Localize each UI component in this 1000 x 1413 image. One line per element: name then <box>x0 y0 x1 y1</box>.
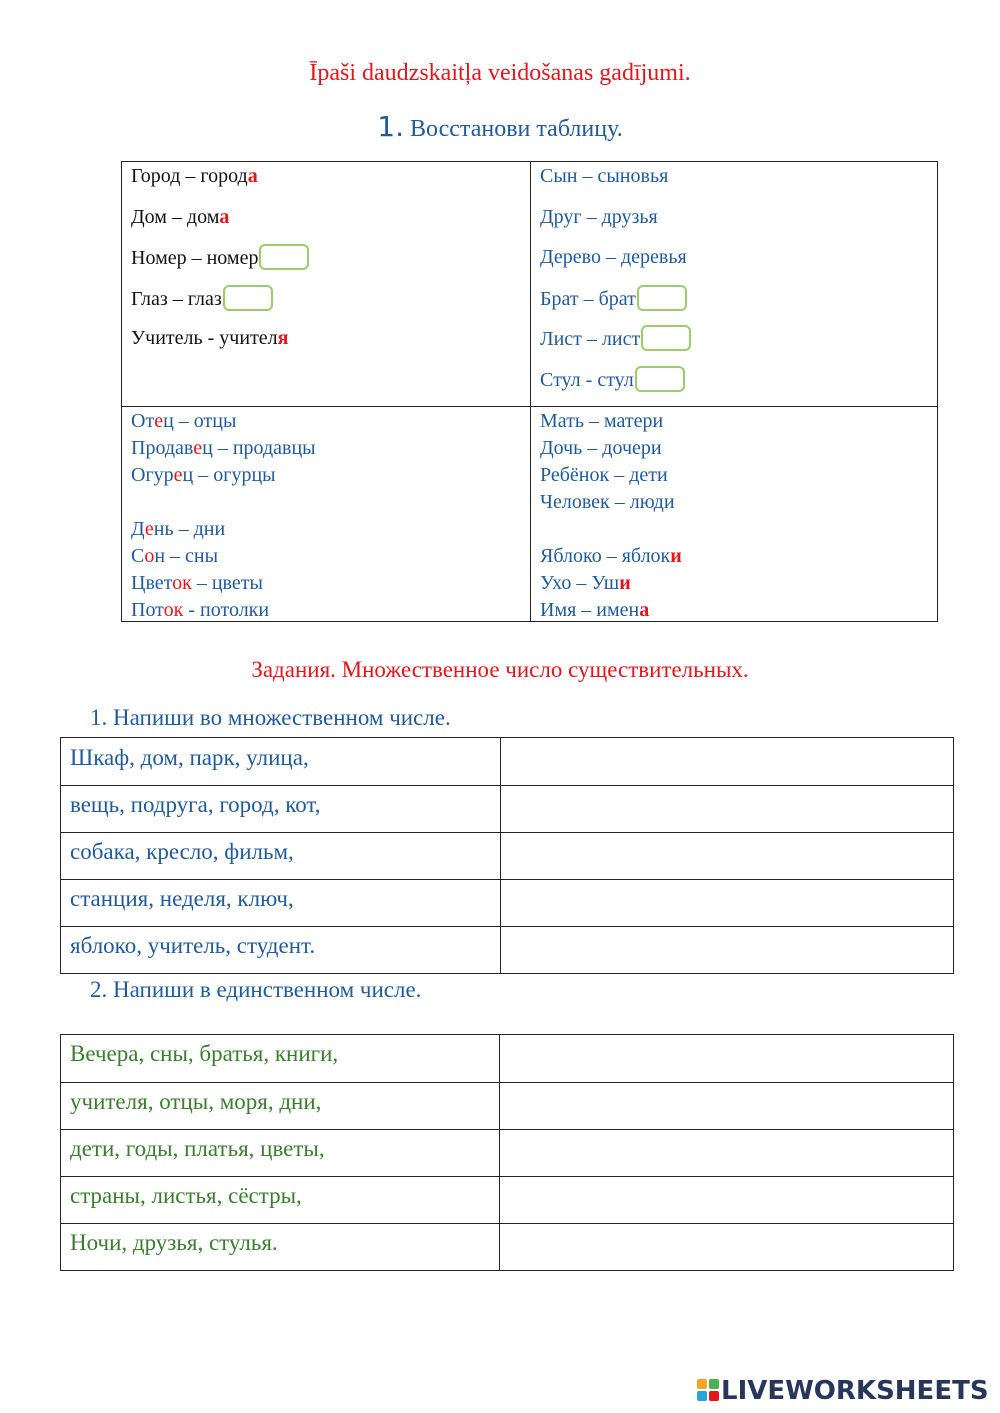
table-entry: День – дни <box>131 518 226 540</box>
table-row <box>61 738 953 785</box>
table-row <box>61 832 953 879</box>
prompt-cell: дети, годы, платья, цветы, <box>70 1136 325 1161</box>
tasks-title: Задания. Множественное число существительных. <box>251 657 749 682</box>
table-divider <box>122 406 937 407</box>
answer-field[interactable] <box>499 1035 953 1082</box>
task-instruction-text: Напиши в единственном числе. <box>113 977 422 1002</box>
prompt-cell: Вечера, сны, братья, книги, <box>70 1041 339 1066</box>
table-entry: Город – города <box>131 165 258 187</box>
prompt-cell: вещь, подруга, город, кот, <box>70 792 321 817</box>
prompt-cell: яблоко, учитель, студент. <box>70 933 316 958</box>
answer-field[interactable] <box>499 1130 953 1176</box>
logo-text: LIVEWORKSHEETS <box>721 1376 989 1406</box>
prompt-cell: Ночи, друзья, стулья. <box>70 1230 278 1255</box>
table-row <box>61 785 953 832</box>
liveworksheets-logo <box>697 1376 989 1406</box>
exercise-heading <box>0 110 1000 143</box>
table-entry: Человек – люди <box>540 491 675 513</box>
table-row <box>61 1082 953 1129</box>
answer-field[interactable] <box>500 738 953 785</box>
task-number: 1. <box>90 705 108 730</box>
exercise-heading-text: Восстанови таблицу. <box>410 116 623 142</box>
table-row <box>61 1129 953 1176</box>
table-entry: Дочь – дочери <box>540 437 662 459</box>
prompt-cell: страны, листья, сёстры, <box>70 1183 302 1208</box>
table-entry: Продавец – продавцы <box>131 437 316 459</box>
table-entry: Дерево – деревья <box>540 246 687 268</box>
table-entry: Ребёнок – дети <box>540 464 668 486</box>
table-row <box>61 879 953 926</box>
answer-input[interactable] <box>637 285 687 311</box>
table-entry: Дом – дома <box>131 206 230 228</box>
logo-mark-icon <box>697 1379 719 1401</box>
prompt-cell: станция, неделя, ключ, <box>70 886 294 911</box>
page-title: Īpaši daudzskaitļa veidošanas gadījumi. <box>309 60 691 86</box>
table-entry: Ухо – Уши <box>540 572 631 594</box>
prompt-cell: собака, кресло, фильм, <box>70 839 294 864</box>
task-number: 2. <box>90 977 108 1002</box>
answer-field[interactable] <box>500 927 953 973</box>
answer-input[interactable] <box>641 325 691 351</box>
exercise-number: 1. <box>377 110 405 143</box>
table-entry: Учитель - учителя <box>131 327 289 349</box>
answer-field[interactable] <box>499 1177 953 1223</box>
table-entry: Имя – имена <box>540 599 650 621</box>
table-entry: Мать – матери <box>540 410 664 432</box>
table-entry: Поток - потолки <box>131 599 270 621</box>
table-entry: Брат – брат <box>540 285 687 312</box>
table-row <box>61 1035 953 1082</box>
answer-input[interactable] <box>635 366 685 392</box>
table-entry: Яблоко – яблоки <box>540 545 682 567</box>
task1-table <box>60 737 954 974</box>
task1-instruction <box>90 705 451 731</box>
table-entry: Цветок – цветы <box>131 572 263 594</box>
table-row <box>61 926 953 973</box>
table-entry: Номер – номер <box>131 244 309 271</box>
answer-field[interactable] <box>499 1224 953 1270</box>
task2-instruction <box>90 977 421 1003</box>
prompt-cell: Шкаф, дом, парк, улица, <box>70 745 309 770</box>
answer-field[interactable] <box>499 1083 953 1129</box>
task-instruction-text: Напиши во множественном числе. <box>113 705 451 730</box>
table-entry: Огурец – огурцы <box>131 464 276 486</box>
table-row <box>61 1176 953 1223</box>
answer-field[interactable] <box>500 880 953 926</box>
table-entry: Друг – друзья <box>540 206 658 228</box>
table-entry: Сын – сыновья <box>540 165 669 187</box>
answer-input[interactable] <box>223 285 273 311</box>
table-row <box>61 1223 953 1270</box>
task2-table <box>60 1034 954 1271</box>
table-divider <box>530 162 531 621</box>
prompt-cell: учителя, отцы, моря, дни, <box>70 1089 322 1114</box>
table-entry: Глаз – глаз <box>131 285 273 312</box>
table-entry: Отец – отцы <box>131 410 237 432</box>
table-entry: Стул - стул <box>540 366 685 393</box>
table-entry: Лист – лист <box>540 325 691 352</box>
answer-field[interactable] <box>500 786 953 832</box>
restore-table <box>121 161 938 622</box>
table-entry: Сон – сны <box>131 545 219 567</box>
answer-field[interactable] <box>500 833 953 879</box>
answer-input[interactable] <box>259 244 309 270</box>
